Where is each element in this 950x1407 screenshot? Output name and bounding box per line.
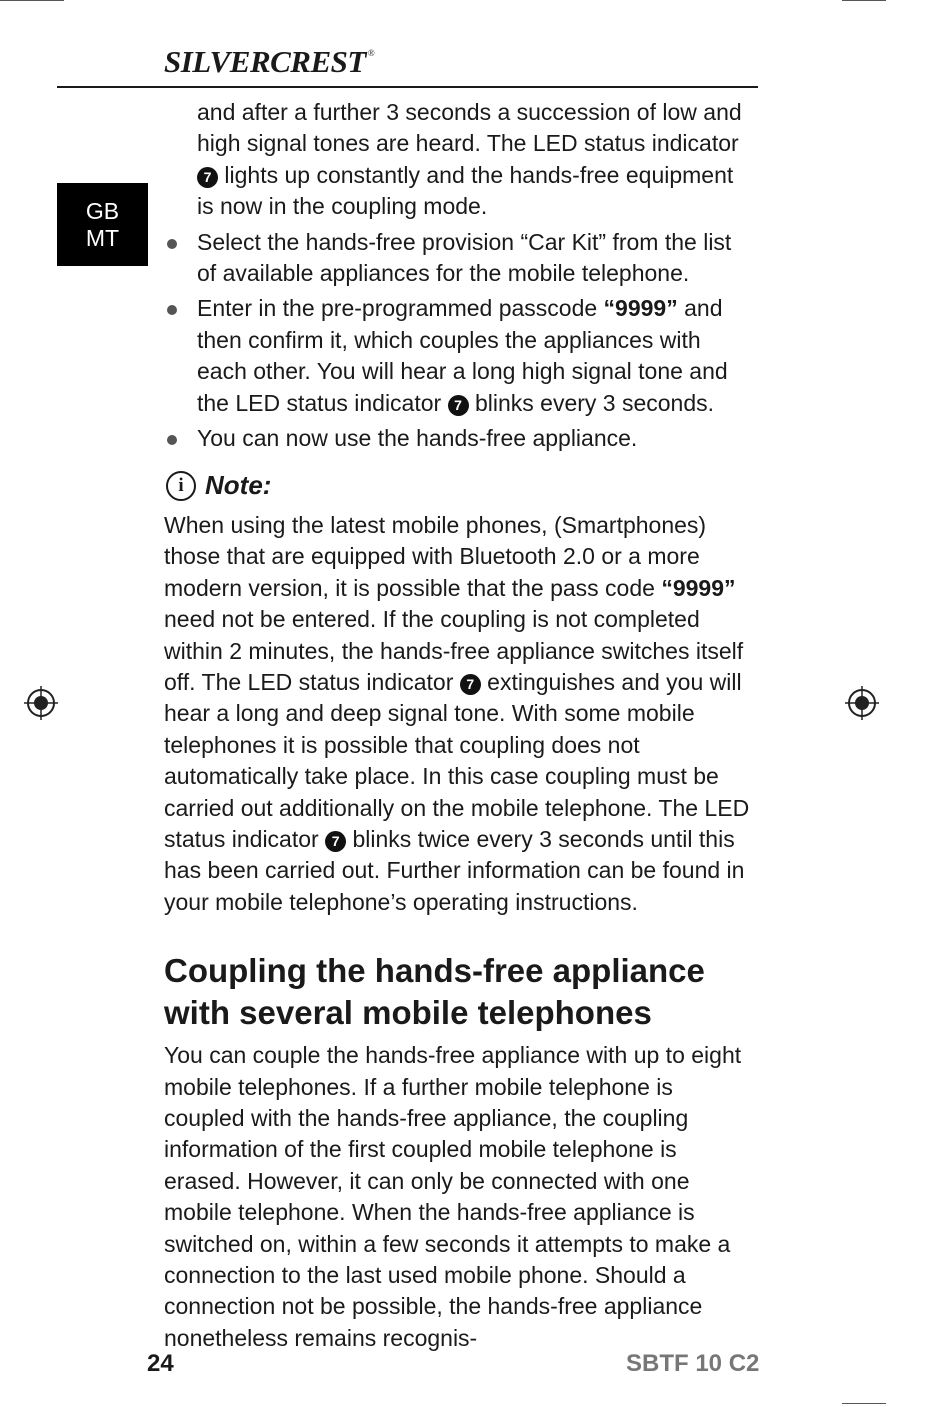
crop-mark [842, 1403, 886, 1404]
lang-mt: MT [85, 224, 120, 251]
led-indicator-ref: 7 [460, 674, 481, 695]
led-indicator-ref: 7 [197, 167, 218, 188]
passcode: “9999” [661, 574, 736, 601]
note-text: When using the latest mobile phones, (Smartphones) those that are equipped with Bluetooth 2.0 or a more modern version, it is possible that the pass code “9999” need not be entered. If the coupling is not completed within 2 minutes, the hands-free appliance switches itself off. The LED status indicator 7 extinguishes and you will hear a long and deep signal tone. With some mobile telephones it is possible that coupling does not automatically take place. In this case coupling must be carried out additionally on the mobile telephone. The LED status indicator 7 blinks twice every 3 seconds until this has been carried out. Further information can be found in your mobile telephone’s operating instructions. [164, 511, 750, 915]
crop-mark [842, 0, 886, 1]
lang-gb: GB [85, 197, 120, 224]
led-indicator-ref: 7 [448, 395, 469, 416]
note-heading: i Note: [164, 470, 754, 501]
continued-paragraph: and after a further 3 seconds a succession of low and high signal tones are heard. The LED status indicator 7 lights up constantly and the hands-free equipment is now in the coupling mode. [197, 99, 742, 220]
registration-mark-icon [24, 686, 58, 720]
crop-mark [0, 0, 64, 1]
bullet-icon [167, 239, 177, 249]
brand-logo: SILVERCREST ® [164, 44, 375, 79]
registration-mark-icon [845, 686, 879, 720]
bullet-icon [167, 305, 177, 315]
language-tab [57, 183, 148, 266]
page-content [164, 97, 754, 1354]
list-item: Enter in the pre-programmed passcode “9999” and then confirm it, which couples the appliances with each other. You will hear a long high signal tone and the LED status indicator 7 blinks every 3 seconds. [164, 293, 754, 419]
header-rule [57, 86, 758, 88]
info-icon: i [166, 471, 196, 501]
bullet-icon [167, 435, 177, 445]
section-heading: Coupling the hands-free appliance with several mobile telephones [164, 952, 705, 1032]
model-number: SBTF 10 C2 [626, 1350, 760, 1377]
section-body: You can couple the hands-free appliance with up to eight mobile telephones. If a further mobile telephone is coupled with the hands-free appliance, the coupling information of the first coupled mobile telephone is erased. However, it can only be connected with one mobile telephone. When the hands-free appliance is switched on, within a few seconds it attempts to make a connection to the last used mobile phone. Should a connection not be possible, the hands-free appliance nonetheless remains recognis- [164, 1042, 742, 1351]
list-item: Select the hands-free provision “Car Kit” from the list of available appliances for the mobile telephone. [164, 227, 754, 290]
led-indicator-ref: 7 [325, 831, 346, 852]
page-number: 24 [147, 1350, 174, 1377]
list-item: You can now use the hands-free appliance. [164, 423, 754, 454]
passcode: “9999” [603, 295, 678, 322]
